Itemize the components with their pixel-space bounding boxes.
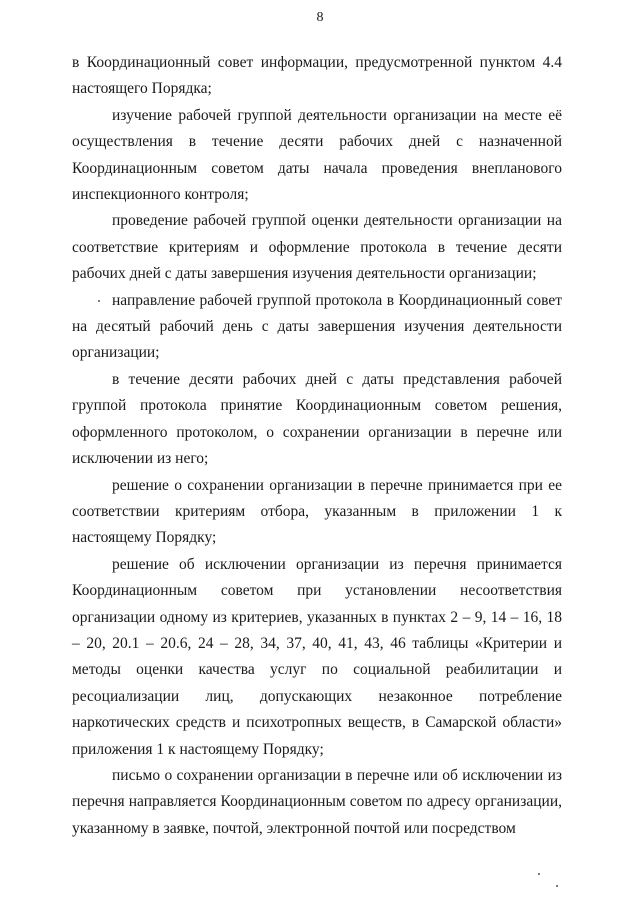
paragraph-protocol-submission: направление рабочей группой протокола в Координационный совет на десятый рабочий день с даты завершения изучения деятельности организации; [72,291,562,362]
paragraph-evaluation-protocol: проведение рабочей группой оценки деятельности организации на соответствие критериям и оформление протокола в течение десяти рабочих дней с даты завершения изучения деятельности организации; [72,212,562,283]
paragraph-study-on-site: изучение рабочей группой деятельности организации на месте её осуществления в течение десяти рабочих дней с назначенной Координационным советом даты начала проведения внепланового инспекционного контроля; [72,106,562,204]
document-body [72,50,562,842]
paragraph-exclusion-decision: решение об исключении организации из перечня принимается Координационным советом при установлении несоответствия организации одному из критериев, указанных в пунктах 2 – 9, 14 – 16, 18 – 20, 20.1 – 20.6, 24 – 28, 34, 37, 40, 41, 43, 46 таблицы «Критерии и методы оценки качества услуг по социальной реабилитации и ресоциализации лиц, допускающих незаконное потребление наркотических средств и психотропных веществ, в Самарской области» приложения 1 к настоящему Порядку; [72,555,562,758]
scan-speck [556,885,558,887]
page-number: 8 [316,10,324,25]
paragraph-notification-letter: письмо о сохранении организации в перечне или об исключении из перечня направляется Координационным советом по адресу организации, указанному в заявке, почтой, электронной почтой или посредством [72,766,562,837]
paragraph-council-decision: в течение десяти рабочих дней с даты представления рабочей группой протокола принятие Координационным советом решения, оформленного протоколом, о сохранении организации в перечне или исключении из него; [72,370,562,468]
paragraph-continuation: в Координационный совет информации, предусмотренной пунктом 4.4 настоящего Порядка; [72,54,562,98]
scan-speck [98,300,100,302]
scan-speck [538,873,540,875]
paragraph-retention-decision: решение о сохранении организации в перечне принимается при ее соответствии критериям отбора, указанным в приложении 1 к настоящему Порядку; [72,476,562,547]
